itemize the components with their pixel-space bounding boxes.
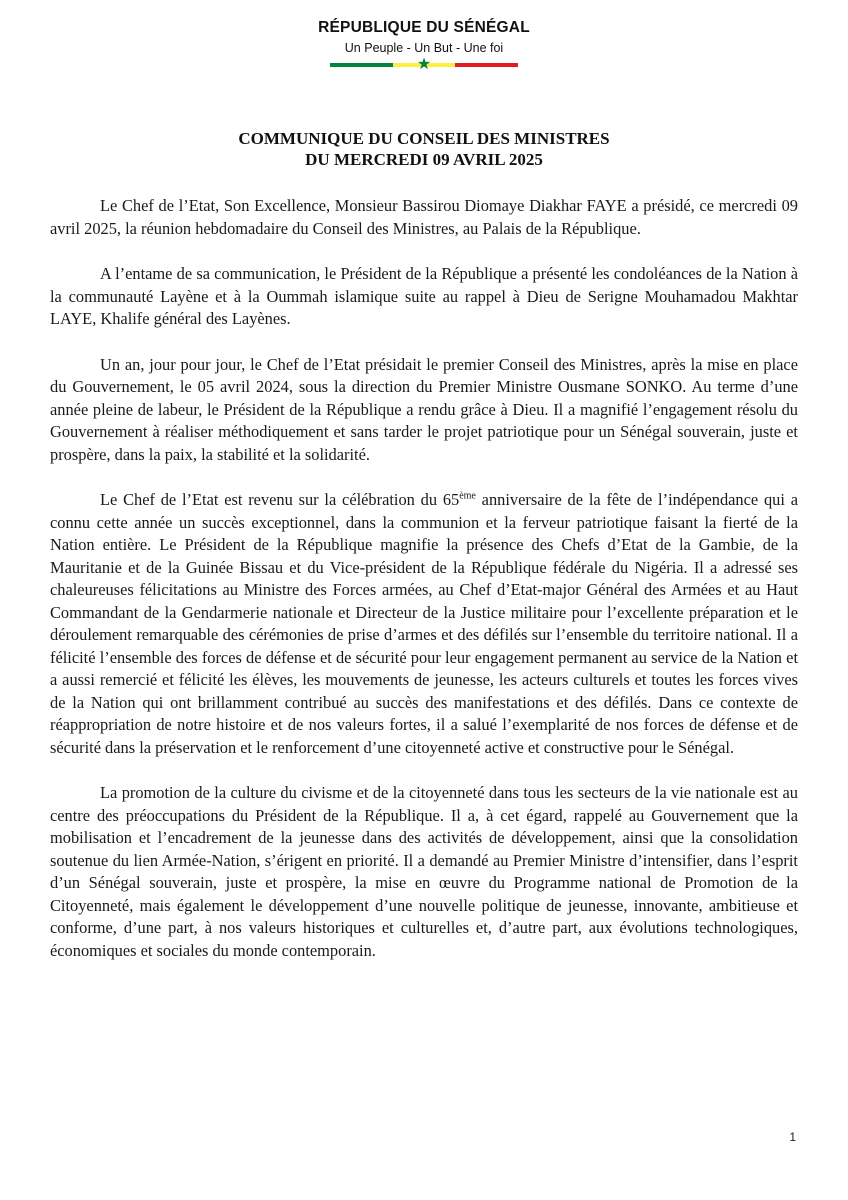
national-motto: Un Peuple - Un But - Une foi <box>344 41 504 55</box>
paragraph-5: La promotion de la culture du civisme et de la citoyenneté dans tous les secteurs de la vie nationale est au centre des préoccupations du Président de la République. Il a, à cet égard, rappelé au Gouvernement que la mobilisation et l’encadrement de la jeunesse dans des activités de développement, ainsi que la consolidation soutenue du lien Armée-Nation, s’érigent en priorité. Il a demandé au Premier Ministre d’intensifier, dans l’esprit d’un Sénégal souverain, juste et prospère, la mise en œuvre du Programme national de Promotion de la Citoyenneté, mais également le développement d’une nouvelle politique de jeunesse, innovante, ambitieuse et conforme, d’une part, à nos valeurs historiques et culturelles et, d’autre part, aux évolutions technologiques, économiques et sociales du monde contemporain. <box>50 783 798 960</box>
letterhead <box>0 18 848 73</box>
document-title <box>0 128 848 170</box>
paragraph-2: A l’entame de sa communication, le Président de la République a présenté les condoléances de la Nation à la communauté Layène et à la Oummah islamique suite au rappel à Dieu de Serigne Mouhamadou Makhtar LAYE, Khalife général des Layènes. <box>50 264 798 328</box>
paragraph-4-start: Le Chef de l’Etat est revenu sur la célébration du 65 <box>100 490 460 509</box>
title-line-1: COMMUNIQUE DU CONSEIL DES MINISTRES <box>238 129 610 148</box>
paragraph-4 <box>50 489 798 759</box>
paragraph-4-rest: anniversaire de la fête de l’indépendance qui a connu cette année un succès exceptionnel, dans la communion et la ferveur patriotique faisant la fierté de la Nation entière. Le Président de la République magnifie la présence des Chefs d’Etat de la Gambie, de la Mauritanie et de la Guinée Bissau et du Vice-président de la République fédérale du Nigéria. Il a adressé ses chaleureuses félicitations au Ministre des Forces armées, au Chef d’Etat-major Général des Armées et au Haut Commandant de la Gendarmerie nationale et Directeur de la Justice militaire pour l’excellente préparation et le déroulement remarquable des cérémonies de prise d’armes et des défilés sur l’ensemble du territoire national. Il a félicité l’ensemble des forces de défense et de sécurité pour leur engagement permanent au service de la Nation et a aussi remercié et félicité les élèves, les mouvements de jeunesse, les acteurs culturels et toutes les forces vives de la Nation qui ont brillamment contribué au succès des manifestations et des défilés. Dans ce contexte de réappropriation de notre histoire et de nos valeurs fortes, il a salué l’exemplarité de nos forces de défense et de sécurité dans la préservation et le renforcement d’une citoyenneté active et constructive pour le Sénégal. <box>50 490 798 757</box>
ordinal-superscript: ème <box>459 490 476 502</box>
republic-title: RÉPUBLIQUE DU SÉNÉGAL <box>318 19 530 36</box>
title-line-2: DU MERCREDI 09 AVRIL 2025 <box>305 150 543 169</box>
flag-stripe <box>330 54 518 73</box>
document-body <box>50 195 798 985</box>
paragraph-3: Un an, jour pour jour, le Chef de l’Etat présidait le premier Conseil des Ministres, après la mise en place du Gouvernement, le 05 avril 2024, sous la direction du Premier Ministre Ousmane SONKO. Au terme d’une année pleine de labeur, le Président de la République a rendu grâce à Dieu. Il a magnifié l’engagement résolu du Gouvernement à réaliser méthodiquement et sans tarder le projet patriotique pour un Sénégal souverain, juste et prospère, dans la paix, la stabilité et la solidarité. <box>50 354 798 464</box>
flag-green-band <box>330 63 393 67</box>
flag-red-band <box>455 63 518 67</box>
page-number: 1 <box>789 1130 796 1144</box>
paragraph-1: Le Chef de l’Etat, Son Excellence, Monsieur Bassirou Diomaye Diakhar FAYE a présidé, ce mercredi 09 avril 2025, la réunion hebdomadaire du Conseil des Ministres, au Palais de la République. <box>50 196 798 238</box>
star-icon: ★ <box>416 54 432 73</box>
